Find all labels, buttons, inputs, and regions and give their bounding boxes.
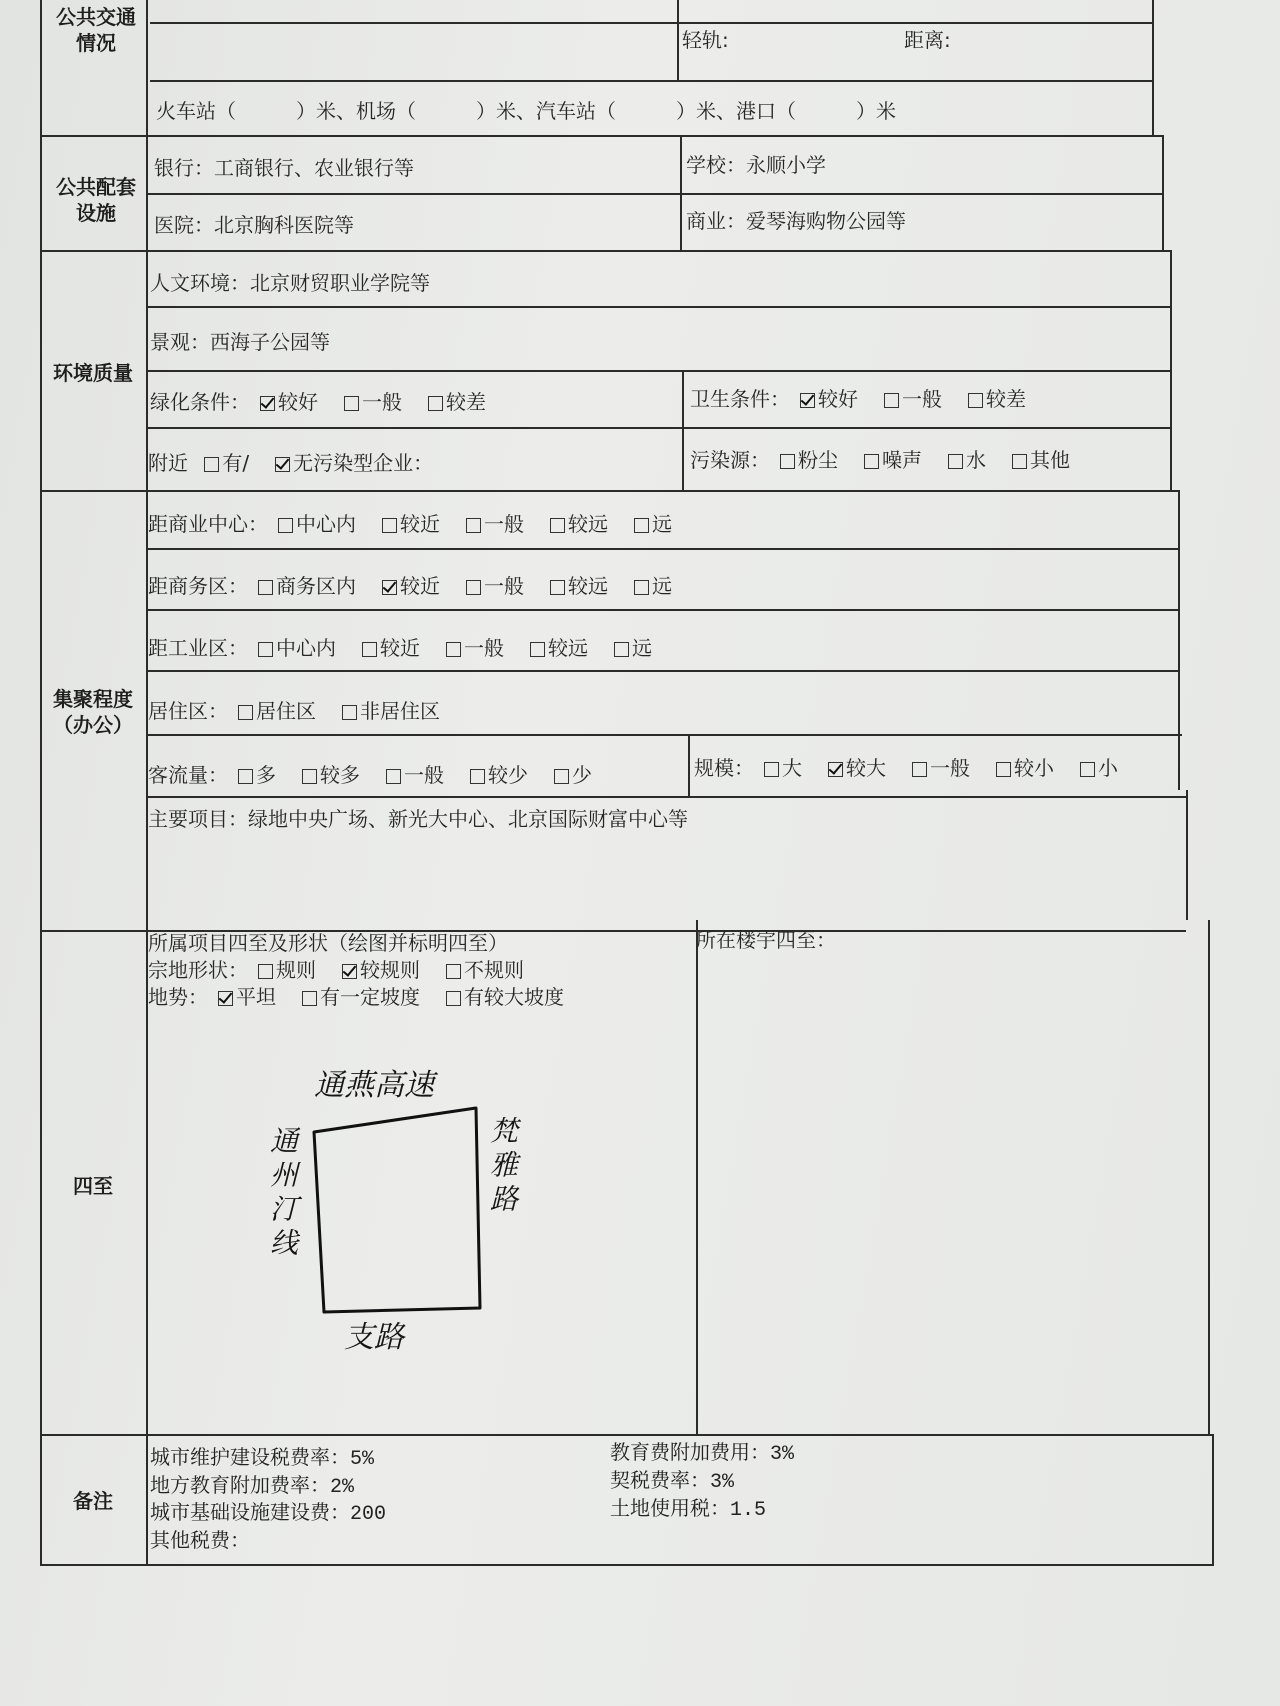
- option-label: 无污染型企业：: [293, 451, 434, 475]
- boundaries-title: 所属项目四至及形状（绘图并标明四至）: [148, 931, 508, 955]
- option-label: 有较大坡度: [464, 985, 564, 1009]
- option-label: 水: [966, 448, 986, 472]
- checkbox-icon[interactable]: [446, 964, 461, 979]
- field-label: 宗地形状：: [148, 958, 248, 982]
- option-中心内[interactable]: [258, 636, 336, 660]
- checkbox-icon[interactable]: [614, 642, 629, 657]
- option-label: 较远: [568, 574, 608, 598]
- checkbox-icon[interactable]: [238, 769, 253, 784]
- option-较规则[interactable]: [342, 958, 420, 982]
- option-小[interactable]: [1080, 756, 1118, 780]
- option-有/[interactable]: [204, 451, 249, 475]
- field-label: 距商务区：: [148, 574, 248, 598]
- option-label: 较差: [986, 387, 1026, 411]
- checkbox-icon[interactable]: [864, 454, 879, 469]
- light-rail-label: 轻轨:: [682, 28, 729, 52]
- option-较差[interactable]: [968, 387, 1026, 411]
- option-label: 较好: [278, 390, 318, 414]
- culture-field: 人文环境：北京财贸职业学院等: [150, 271, 430, 295]
- field-label: 附近: [148, 451, 195, 475]
- option-较远[interactable]: [550, 574, 608, 598]
- checkbox-icon[interactable]: [238, 705, 253, 720]
- option-label: 远: [632, 636, 652, 660]
- traffic-field: [148, 762, 618, 788]
- parcel-sketch: [300, 1090, 500, 1320]
- rule: [688, 734, 690, 796]
- option-一般[interactable]: [446, 636, 504, 660]
- field-label: 地势：: [148, 985, 208, 1009]
- commerce-field: 商业：爱琴海购物公园等: [686, 209, 906, 233]
- distance-label: 距离:: [904, 28, 951, 52]
- checked-box-icon[interactable]: [382, 580, 397, 595]
- checkbox-icon[interactable]: [382, 518, 397, 533]
- checkbox-icon[interactable]: [470, 769, 485, 784]
- checkbox-icon[interactable]: [996, 762, 1011, 777]
- field-label: 污染源：: [690, 448, 770, 472]
- right-border-3: [1170, 250, 1172, 490]
- checkbox-icon[interactable]: [362, 642, 377, 657]
- option-不规则[interactable]: [446, 958, 524, 982]
- option-一般[interactable]: [884, 387, 942, 411]
- deed-tax: 契税费率：3%: [610, 1471, 735, 1494]
- option-少[interactable]: [554, 763, 592, 787]
- option-一般[interactable]: [344, 390, 402, 414]
- checkbox-icon[interactable]: [386, 769, 401, 784]
- urban-maintenance-tax: 城市维护建设税费率：5%: [150, 1448, 375, 1471]
- rule: [150, 80, 1154, 82]
- option-label: 较近: [400, 574, 440, 598]
- option-有较大坡度[interactable]: [446, 985, 564, 1009]
- option-平坦[interactable]: [218, 985, 276, 1009]
- option-label: 较差: [446, 390, 486, 414]
- rule: [146, 609, 1178, 611]
- bank-field: 银行：工商银行、农业银行等: [154, 156, 414, 180]
- option-较小[interactable]: [996, 756, 1054, 780]
- option-label: 小: [1098, 756, 1118, 780]
- option-label: 多: [256, 763, 276, 787]
- right-border-2: [1162, 135, 1164, 250]
- checkbox-icon[interactable]: [1080, 762, 1095, 777]
- checkbox-icon[interactable]: [428, 396, 443, 411]
- checkbox-icon[interactable]: [1012, 454, 1027, 469]
- facilities-header: 公共配套 设施: [56, 175, 136, 225]
- option-label: 较远: [568, 512, 608, 536]
- checked-box-icon[interactable]: [218, 991, 233, 1006]
- option-较好[interactable]: [260, 390, 318, 414]
- option-label: 较大: [846, 756, 886, 780]
- checkbox-icon[interactable]: [780, 454, 795, 469]
- transport-header: 公共交通 情况: [56, 5, 136, 55]
- option-label: 较远: [548, 636, 588, 660]
- checkbox-icon[interactable]: [302, 769, 317, 784]
- checkbox-icon[interactable]: [550, 580, 565, 595]
- environment-header: 环境质量: [53, 361, 133, 385]
- option-label: 较规则: [360, 958, 420, 982]
- option-label: 商务区内: [276, 574, 356, 598]
- main-projects-field: 主要项目：绿地中央广场、新光大中心、北京国际财富中心等: [148, 807, 688, 831]
- boundaries-header: 四至: [73, 1174, 113, 1198]
- checked-box-icon[interactable]: [275, 457, 290, 472]
- option-较远[interactable]: [550, 512, 608, 536]
- hospital-field: 医院：北京胸科医院等: [154, 213, 354, 237]
- checkbox-icon[interactable]: [258, 964, 273, 979]
- option-商务区内[interactable]: [258, 574, 356, 598]
- option-较近[interactable]: [382, 574, 440, 598]
- option-label: 一般: [902, 387, 942, 411]
- option-水[interactable]: [948, 448, 986, 472]
- pollution-source-field: [690, 447, 1096, 473]
- option-label: 较小: [1014, 756, 1054, 780]
- option-label: 较多: [320, 763, 360, 787]
- option-label: 粉尘: [798, 448, 838, 472]
- rule: [696, 920, 698, 1434]
- option-非居住区[interactable]: [342, 699, 440, 723]
- other-taxes: 其他税费：: [150, 1531, 250, 1554]
- checkbox-icon[interactable]: [342, 705, 357, 720]
- north-boundary-label: 通燕高速: [314, 1068, 434, 1103]
- scale-field: [694, 755, 1144, 781]
- bottom-border: [40, 1564, 1214, 1566]
- local-education-surcharge: 地方教育附加费率：2%: [150, 1476, 355, 1499]
- option-粉尘[interactable]: [780, 448, 838, 472]
- option-label: 一般: [404, 763, 444, 787]
- checkbox-icon[interactable]: [634, 580, 649, 595]
- option-一般[interactable]: [386, 763, 444, 787]
- checkbox-icon[interactable]: [554, 769, 569, 784]
- checkbox-icon[interactable]: [344, 396, 359, 411]
- option-label: 平坦: [236, 985, 276, 1009]
- option-label: 有/: [222, 451, 250, 475]
- parcel-shape-field: [148, 957, 550, 983]
- checked-box-icon[interactable]: [342, 964, 357, 979]
- option-居住区[interactable]: [238, 699, 316, 723]
- building-boundaries-label: 所在楼宇四至：: [696, 928, 836, 952]
- field-label: 规模：: [694, 756, 754, 780]
- infrastructure-fee: 城市基础设施建设费：200: [150, 1503, 387, 1526]
- business-district-field: [148, 573, 698, 599]
- checkbox-icon[interactable]: [258, 642, 273, 657]
- option-label: 较好: [818, 387, 858, 411]
- option-label: 规则: [276, 958, 316, 982]
- rule: [40, 490, 1178, 492]
- nearby-polluting-field: [148, 450, 459, 476]
- option-label: 较少: [488, 763, 528, 787]
- option-label: 大: [782, 756, 802, 780]
- option-label: 远: [652, 574, 672, 598]
- option-较近[interactable]: [382, 512, 440, 536]
- option-label: 一般: [362, 390, 402, 414]
- option-一般[interactable]: [466, 574, 524, 598]
- option-较大[interactable]: [828, 756, 886, 780]
- station-distances: 火车站（ ）米、机场（ ）米、汽车站（ ）米、港口（ ）米: [156, 99, 896, 123]
- option-中心内[interactable]: [278, 512, 356, 536]
- option-label: 较近: [400, 512, 440, 536]
- left-border: [40, 0, 42, 1566]
- commercial-center-field: [148, 511, 698, 537]
- option-label: 其他: [1030, 448, 1070, 472]
- option-远[interactable]: [634, 512, 672, 536]
- checkbox-icon[interactable]: [204, 457, 219, 472]
- option-label: 非居住区: [360, 699, 440, 723]
- rule: [677, 0, 679, 80]
- option-较好[interactable]: [800, 387, 858, 411]
- checkbox-icon[interactable]: [446, 642, 461, 657]
- school-field: 学校：永顺小学: [686, 153, 826, 177]
- option-无污染型企业：[interactable]: [275, 451, 433, 475]
- right-border-4: [1178, 490, 1180, 790]
- option-label: 一般: [464, 636, 504, 660]
- option-label: 一般: [484, 512, 524, 536]
- greening-field: [150, 389, 512, 415]
- checkbox-icon[interactable]: [634, 518, 649, 533]
- landscape-field: 景观：西海子公园等: [150, 330, 330, 354]
- rule: [146, 370, 1170, 372]
- option-label: 一般: [484, 574, 524, 598]
- option-较多[interactable]: [302, 763, 360, 787]
- option-有一定坡度[interactable]: [302, 985, 420, 1009]
- option-label: 较近: [380, 636, 420, 660]
- remarks-header: 备注: [73, 1489, 113, 1513]
- option-噪声[interactable]: [864, 448, 922, 472]
- checkbox-icon[interactable]: [948, 454, 963, 469]
- option-label: 居住区: [256, 699, 316, 723]
- south-boundary-label: 支路: [344, 1320, 404, 1355]
- rule: [40, 135, 1162, 137]
- checkbox-icon[interactable]: [884, 393, 899, 408]
- checkbox-icon[interactable]: [466, 580, 481, 595]
- right-border-5: [1186, 790, 1188, 920]
- checked-box-icon[interactable]: [828, 762, 843, 777]
- checkbox-icon[interactable]: [968, 393, 983, 408]
- option-label: 中心内: [296, 512, 356, 536]
- option-label: 中心内: [276, 636, 336, 660]
- rule: [146, 427, 1172, 429]
- residential-field: [148, 698, 466, 724]
- field-label: 卫生条件：: [690, 387, 790, 411]
- field-label: 客流量：: [148, 763, 228, 787]
- east-boundary-label: 梵雅路: [486, 1116, 519, 1218]
- industrial-field: [148, 635, 678, 661]
- right-border-1: [1152, 0, 1154, 135]
- option-较差[interactable]: [428, 390, 486, 414]
- option-较远[interactable]: [530, 636, 588, 660]
- rule: [682, 370, 684, 490]
- terrain-field: [148, 984, 590, 1010]
- field-label: 距工业区：: [148, 636, 248, 660]
- option-远[interactable]: [614, 636, 652, 660]
- rule: [680, 135, 682, 250]
- checkbox-icon[interactable]: [278, 518, 293, 533]
- option-其他[interactable]: [1012, 448, 1070, 472]
- agglomeration-header: 集聚程度 （办公）: [53, 687, 133, 737]
- rule: [40, 1434, 1212, 1436]
- field-label: 距商业中心：: [148, 512, 268, 536]
- rule: [146, 548, 1178, 550]
- rule: [146, 670, 1180, 672]
- checkbox-icon[interactable]: [302, 991, 317, 1006]
- right-border-6: [1208, 920, 1210, 1434]
- education-surcharge: 教育费附加费用：3%: [610, 1443, 795, 1466]
- option-大[interactable]: [764, 756, 802, 780]
- right-border-bottom: [1212, 1434, 1214, 1566]
- option-label: 少: [572, 763, 592, 787]
- option-一般[interactable]: [912, 756, 970, 780]
- option-较近[interactable]: [362, 636, 420, 660]
- checkbox-icon[interactable]: [530, 642, 545, 657]
- field-label: 绿化条件：: [150, 390, 250, 414]
- checkbox-icon[interactable]: [258, 580, 273, 595]
- option-一般[interactable]: [466, 512, 524, 536]
- west-boundary-label: 通州汀线: [266, 1126, 299, 1262]
- option-label: 有一定坡度: [320, 985, 420, 1009]
- rule: [150, 22, 1152, 24]
- option-label: 噪声: [882, 448, 922, 472]
- checked-box-icon[interactable]: [800, 393, 815, 408]
- checkbox-icon[interactable]: [764, 762, 779, 777]
- option-较少[interactable]: [470, 763, 528, 787]
- hygiene-field: [690, 386, 1052, 412]
- checked-box-icon[interactable]: [260, 396, 275, 411]
- option-label: 一般: [930, 756, 970, 780]
- option-规则[interactable]: [258, 958, 316, 982]
- rule: [146, 734, 1182, 736]
- option-label: 不规则: [464, 958, 524, 982]
- checkbox-icon[interactable]: [550, 518, 565, 533]
- field-label: 居住区：: [148, 699, 228, 723]
- rule: [146, 193, 1162, 195]
- option-远[interactable]: [634, 574, 672, 598]
- rule: [146, 306, 1170, 308]
- checkbox-icon[interactable]: [446, 991, 461, 1006]
- checkbox-icon[interactable]: [466, 518, 481, 533]
- rule: [40, 250, 1170, 252]
- option-多[interactable]: [238, 763, 276, 787]
- checkbox-icon[interactable]: [912, 762, 927, 777]
- rule: [146, 796, 1186, 798]
- land-use-tax: 土地使用税：1.5: [610, 1499, 767, 1522]
- option-label: 远: [652, 512, 672, 536]
